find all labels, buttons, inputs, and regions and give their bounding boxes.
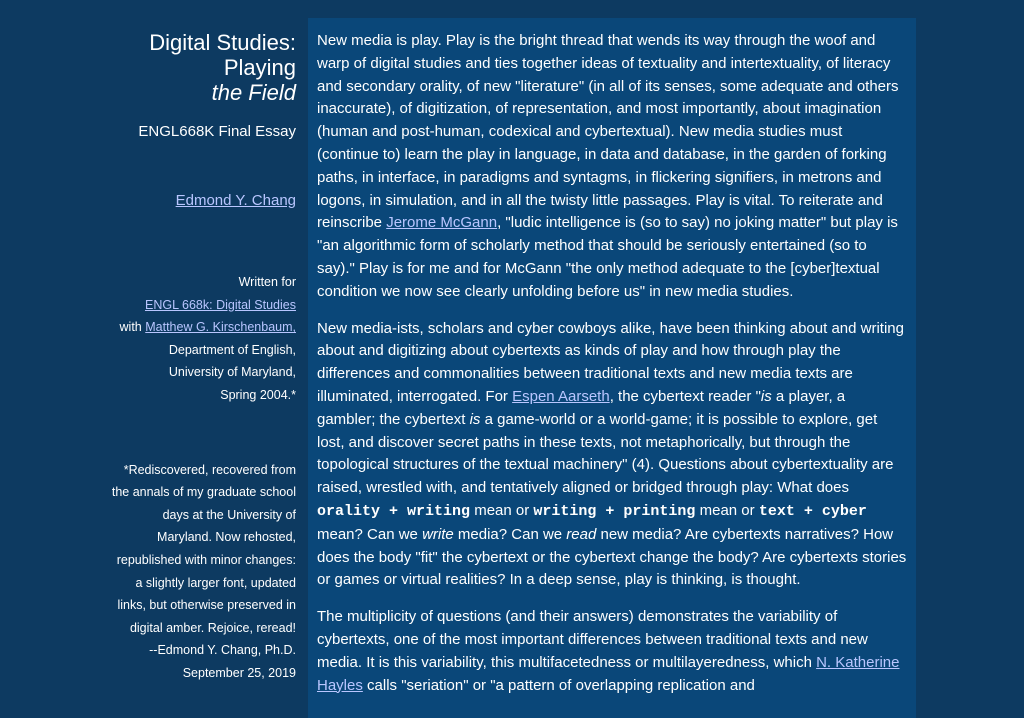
text-span: a player, a gambler; the cybertext (317, 387, 846, 428)
text-span: , the cybertext reader " (609, 387, 761, 405)
text-span: mean or (695, 501, 759, 519)
hayles-link[interactable]: N. Katherine Hayles (317, 653, 900, 694)
text-span: a game-world or a world-game; it is possible to explore, get lost, and discover secret paths in these texts, not metaphorically, but through the topological structures of the textual machinery" (4). Questions about cybertextuality are raised, wrestled with, and tentatively aligned or bridged through play: What does (317, 410, 894, 497)
title-line3: the Field (211, 80, 296, 105)
department-text: Department of English, (168, 342, 296, 357)
course-link[interactable]: ENGL 668k: Digital Studies (144, 297, 296, 312)
title-line1: Digital Studies: (149, 30, 296, 55)
emphasis: is (760, 387, 772, 405)
written-for-label: Written for (238, 275, 296, 289)
text-span: The multiplicity of questions (and their answers) demonstrates the variability of cybertexts, one of the most important differences between traditional texts and new media. It is this variability, this multifacetedness or multilayeredness, which (317, 608, 868, 671)
text-span: mean or (470, 501, 534, 519)
page-title (100, 30, 296, 105)
aarseth-link[interactable]: Espen Aarseth (512, 387, 610, 405)
note-date: September 25, 2019 (182, 665, 296, 680)
emphasis: write (422, 525, 454, 543)
with-label: with (119, 320, 142, 335)
essay-subtitle: ENGL668K Final Essay (138, 123, 296, 140)
emphasis: read (566, 525, 597, 543)
text-span: new media? Are cybertexts narratives? How does the body "fit" the cybertext or the cybertext change the body? Are cybertexts stories or games or virtual realities? In a deep sense, play is thinking, is thought. (317, 525, 907, 589)
code-term: text + cyber (758, 502, 867, 520)
paragraph-2 (317, 318, 907, 593)
text-span: media? Can we (453, 525, 567, 543)
mcgann-link[interactable]: Jerome McGann (386, 214, 498, 232)
text-span: New media is play. Play is the bright thread that wends its way through the woof and warp of digital studies and ties together ideas of textuality and intertextuality, of literacy and secondary orality, of new "literature" (in all of its senses, some adequate and others inaccurate), of digitization, of representation, and most importantly, about imagination (human and post-human, codexical and cybertextual). New media studies must (continue to) learn the play in language, in data and database, in the garden of forking paths, in interface, in paradigms and syntagms, in flickering signifiers, in metrons and logons, in simulation, and in all the twisty little passages. Play is vital. To reiterate and reinscribe (317, 32, 899, 232)
note-signature: --Edmond Y. Chang, Ph.D. (149, 643, 296, 658)
rediscovered-note (100, 459, 296, 685)
emphasis: is (469, 410, 481, 428)
text-span: calls "seriation" or "a pattern of overlapping replication and (362, 676, 755, 694)
text-span: mean? Can we (317, 525, 423, 543)
note-line: digital amber. Rejoice, reread! (129, 620, 296, 635)
note-line: *Rediscovered, recovered from (123, 462, 296, 477)
text-span: New media-ists, scholars and cyber cowboys alike, have been thinking about and writing about and digitizing about cybertexts as kinds of play and how through play the differences and commonalities between traditional texts and new media texts are illuminated, interrogated. For (317, 319, 904, 405)
title-line2: Playing (223, 55, 296, 80)
university-text: University of Maryland, (168, 365, 296, 380)
paragraph-3 (317, 606, 907, 697)
code-term: writing + printing (533, 502, 696, 520)
essay-body (308, 18, 916, 718)
note-line: republished with minor changes: (116, 552, 296, 567)
written-for-block (100, 271, 296, 407)
note-line: Maryland. Now rehosted, (157, 530, 296, 545)
instructor-link[interactable]: Matthew G. Kirschenbaum, (145, 320, 296, 335)
note-line: days at the University of (162, 507, 296, 522)
text-span: , "ludic intelligence is (so to say) no joking matter" but play is "an algorithmic form of scholarly method that should be seriously entertained (so to say)." Play is for me and for McGann "the only method adequate to the [cyber]textual condition we now see clearly unfolding before us" in new media studies. (317, 214, 898, 300)
sidebar (100, 30, 296, 685)
paragraph-1 (317, 30, 907, 304)
note-line: links, but otherwise preserved in (117, 598, 296, 613)
author-link[interactable]: Edmond Y. Chang (175, 192, 296, 209)
note-line: the annals of my graduate school (111, 485, 296, 500)
note-line: a slightly larger font, updated (135, 575, 296, 590)
term-text: Spring 2004.* (220, 387, 296, 402)
code-term: orality + writing (317, 502, 471, 520)
